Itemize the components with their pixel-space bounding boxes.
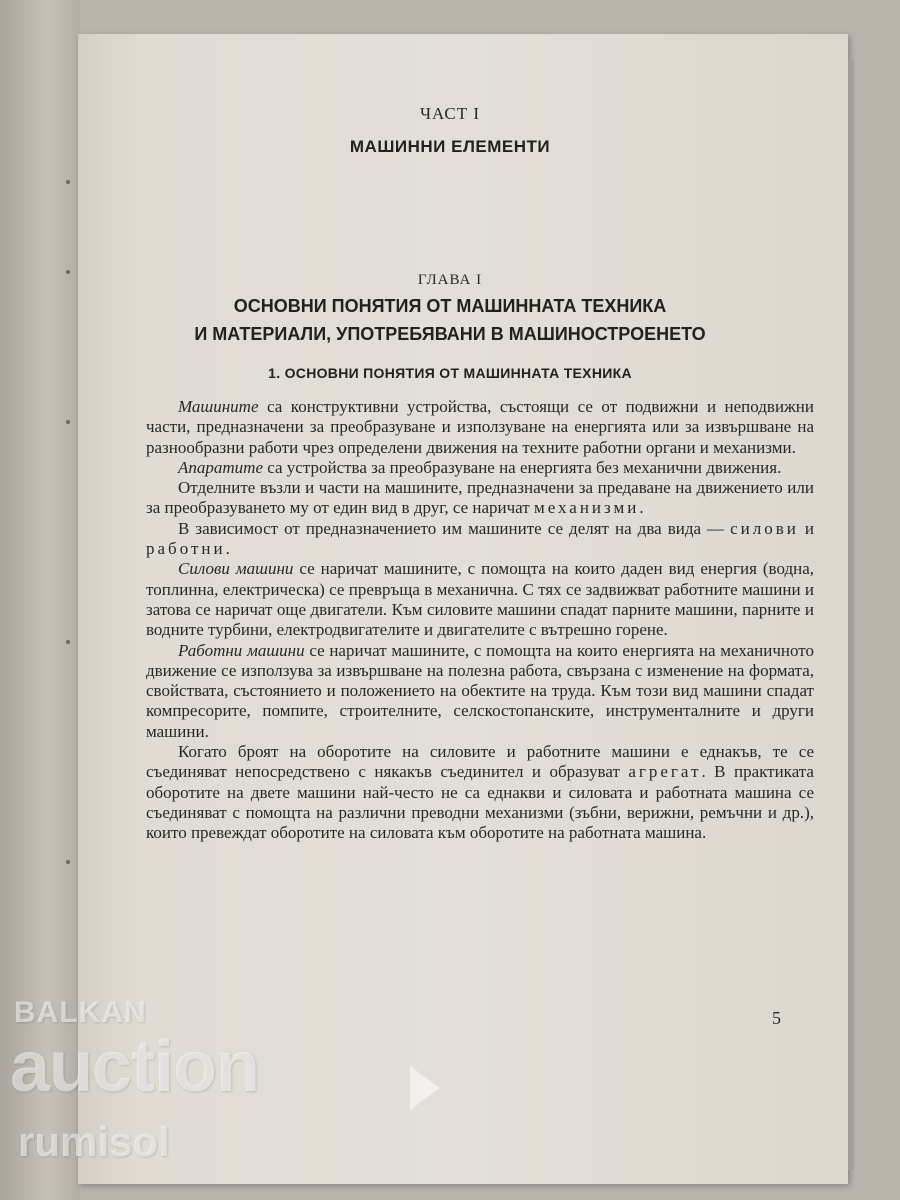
watermark-main-text: auction bbox=[10, 1027, 260, 1107]
paragraph-text: . В практиката оборотите на двете машини най-често не са еднакви и силовата и работната машина се съединяват с помощта на различни преводни механизми (зъбни, верижни, ремъчни и др.), които превеждат оборотите на силовата към оборотите на работната машина. bbox=[146, 762, 814, 843]
part-label: ЧАСТ I bbox=[419, 104, 481, 123]
watermark-arrow-icon bbox=[410, 1066, 440, 1110]
watermark-top-text: BALKAN bbox=[14, 996, 147, 1029]
spaced-term: механизми bbox=[533, 498, 640, 518]
spaced-term: агрегат bbox=[628, 762, 702, 782]
paragraph bbox=[146, 478, 814, 519]
paragraph-text: са конструктивни устройства, състоящи се от подвижни и неподвижни части, предназначени за преобразуване и използуване на енергията или за извършване на разнообразни работи чрез определени движения на техните работни органи и механизми. bbox=[146, 397, 814, 457]
paragraph bbox=[146, 519, 814, 560]
chapter-title-line: ОСНОВНИ ПОНЯТИЯ ОТ МАШИННАТА ТЕХНИКА bbox=[233, 296, 667, 316]
paragraph-term: Силови машини bbox=[178, 559, 294, 579]
paragraph-text: и bbox=[798, 518, 814, 538]
spaced-term: силови bbox=[730, 518, 799, 538]
watermark-logo bbox=[10, 996, 440, 1186]
paragraph-text: са устройства за преобразуване на енергията без механични движения. bbox=[262, 457, 782, 477]
binding-stitch bbox=[66, 420, 70, 424]
part-title: МАШИННИ ЕЛЕМЕНТИ bbox=[349, 137, 551, 156]
paragraph-text: Когато броят на оборотите на силовите и работните машини е еднакъв, те се съединяват непосредствено с някакъв съединител и образуват bbox=[146, 742, 814, 782]
paragraph bbox=[146, 559, 814, 640]
paragraph bbox=[146, 641, 814, 742]
paragraph-text: . bbox=[225, 539, 230, 559]
paragraph bbox=[146, 397, 814, 458]
chapter-title bbox=[0, 292, 900, 348]
paragraph bbox=[146, 458, 814, 478]
section-title: 1. ОСНОВНИ ПОНЯТИЯ ОТ МАШИННАТА ТЕХНИКА bbox=[268, 365, 632, 381]
binding-stitch bbox=[66, 640, 70, 644]
paragraph-text: В зависимост от предназначението им машините се делят на два вида — bbox=[178, 518, 731, 538]
paragraph bbox=[146, 742, 814, 843]
body-text bbox=[146, 397, 814, 844]
page-number: 5 bbox=[772, 1008, 781, 1028]
paragraph-text: Отделните възли и части на машините, предназначени за предаване на движението или за преобразуването му от един вид в друг, се наричат bbox=[146, 478, 814, 518]
paragraph-text: се наричат машините, с помощта на които даден вид енергия (водна, топлинна, електрическа) се превръща в механична. С тях се задвижват работните машини и затова се наричат още двигатели. Към силовите машини спадат парните машини, парните и водните турбини, електродвигателите и двигателите с вътрешно горене. bbox=[146, 559, 814, 640]
paragraph-term: Работни машини bbox=[178, 640, 305, 660]
chapter-title-line: И МАТЕРИАЛИ, УПОТРЕБЯВАНИ В МАШИНОСТРОЕНЕТО bbox=[194, 324, 706, 344]
paragraph-term: Машините bbox=[178, 397, 259, 416]
spaced-term: работни bbox=[146, 539, 226, 559]
paragraph-text: се наричат машините, с помощта на които енергията на механичното движение се използува за извършване на полезна работа, свързана с изменение на формата, свойствата, състоянието и положението на обектите на труда. Към този вид машини спадат компресорите, помпите, строителните, селскостопанските, инструменталните и други машини. bbox=[146, 640, 814, 741]
binding-stitch bbox=[66, 860, 70, 864]
binding-stitch bbox=[66, 180, 70, 184]
paragraph-term: Апаратите bbox=[178, 457, 263, 477]
chapter-label: ГЛАВА I bbox=[417, 272, 483, 288]
paragraph-text: . bbox=[639, 498, 644, 518]
watermark-sub-text: rumisol bbox=[18, 1118, 170, 1165]
